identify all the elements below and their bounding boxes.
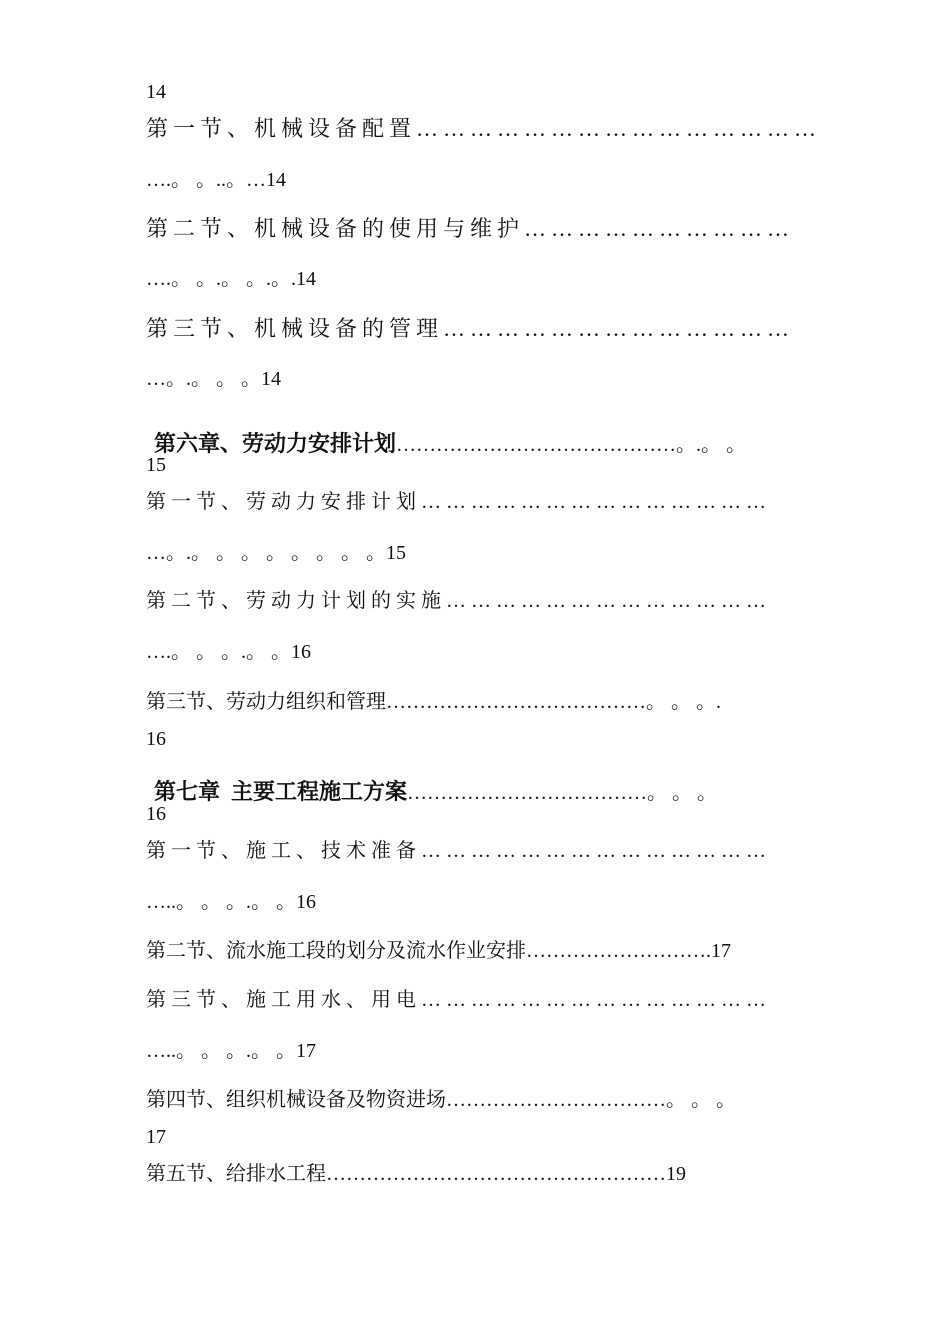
- chapter-leader-dots: ………………………………。 。 。: [407, 782, 718, 804]
- toc-entry-mechanical-use-maintenance[interactable]: 第二节、机械设备的使用与维护…………………………: [146, 216, 795, 241]
- toc-entry-equipment-mobilization[interactable]: 第四节、组织机械设备及物资进场……………………………。 。 。: [146, 1089, 736, 1111]
- toc-chapter-7[interactable]: [146, 765, 717, 803]
- toc-entry-water-electricity[interactable]: 第三节、施工用水、用电……………………………………: [146, 989, 771, 1011]
- toc-entry-continuation: …。.。 。 。 。 。 。 。 。15: [146, 542, 406, 564]
- toc-entry-technical-preparation[interactable]: 第一节、施工、技术准备……………………………………: [146, 840, 771, 862]
- toc-page-number: 16: [146, 728, 166, 750]
- chapter-leader-dots: ……………………………………。.。 。: [396, 434, 747, 456]
- toc-entry-continuation: ….。 。..。…14: [146, 169, 286, 191]
- toc-entry-continuation: ….。 。.。 。.。.14: [146, 268, 316, 290]
- toc-entry-mechanical-config[interactable]: 第一节、机械设备配置………………………………………: [146, 116, 822, 141]
- toc-entry-flow-construction[interactable]: 第二节、流水施工段的划分及流水作业安排……………………….17: [146, 940, 731, 962]
- chapter-title: 第七章 主要工程施工方案: [154, 779, 408, 804]
- toc-page-number: 16: [146, 803, 166, 825]
- toc-entry-continuation: ….。 。 。.。 。16: [146, 641, 311, 663]
- toc-page-number: 17: [146, 1126, 166, 1148]
- toc-entry-continuation: …..。 。 。.。 。17: [146, 1040, 316, 1062]
- toc-page-number: 14: [146, 81, 166, 103]
- toc-entry-continuation: …。.。 。 。14: [146, 368, 281, 390]
- toc-entry-labor-implementation[interactable]: 第二节、劳动力计划的实施…………………………………: [146, 590, 771, 612]
- toc-entry-labor-plan[interactable]: 第一节、劳动力安排计划……………………………………: [146, 491, 771, 513]
- toc-entry-mechanical-management[interactable]: 第三节、机械设备的管理…………………………………: [146, 316, 795, 341]
- toc-entry-water-supply-drainage[interactable]: 第五节、给排水工程……………………………………………19: [146, 1163, 686, 1185]
- toc-chapter-6[interactable]: [146, 417, 746, 455]
- toc-entry-labor-organization[interactable]: 第三节、劳动力组织和管理…………………………………。 。 。.: [146, 691, 721, 713]
- toc-entry-continuation: …..。 。 。.。 。16: [146, 891, 316, 913]
- toc-page-number: 15: [146, 454, 166, 476]
- chapter-title: 第六章、劳动力安排计划: [154, 431, 397, 456]
